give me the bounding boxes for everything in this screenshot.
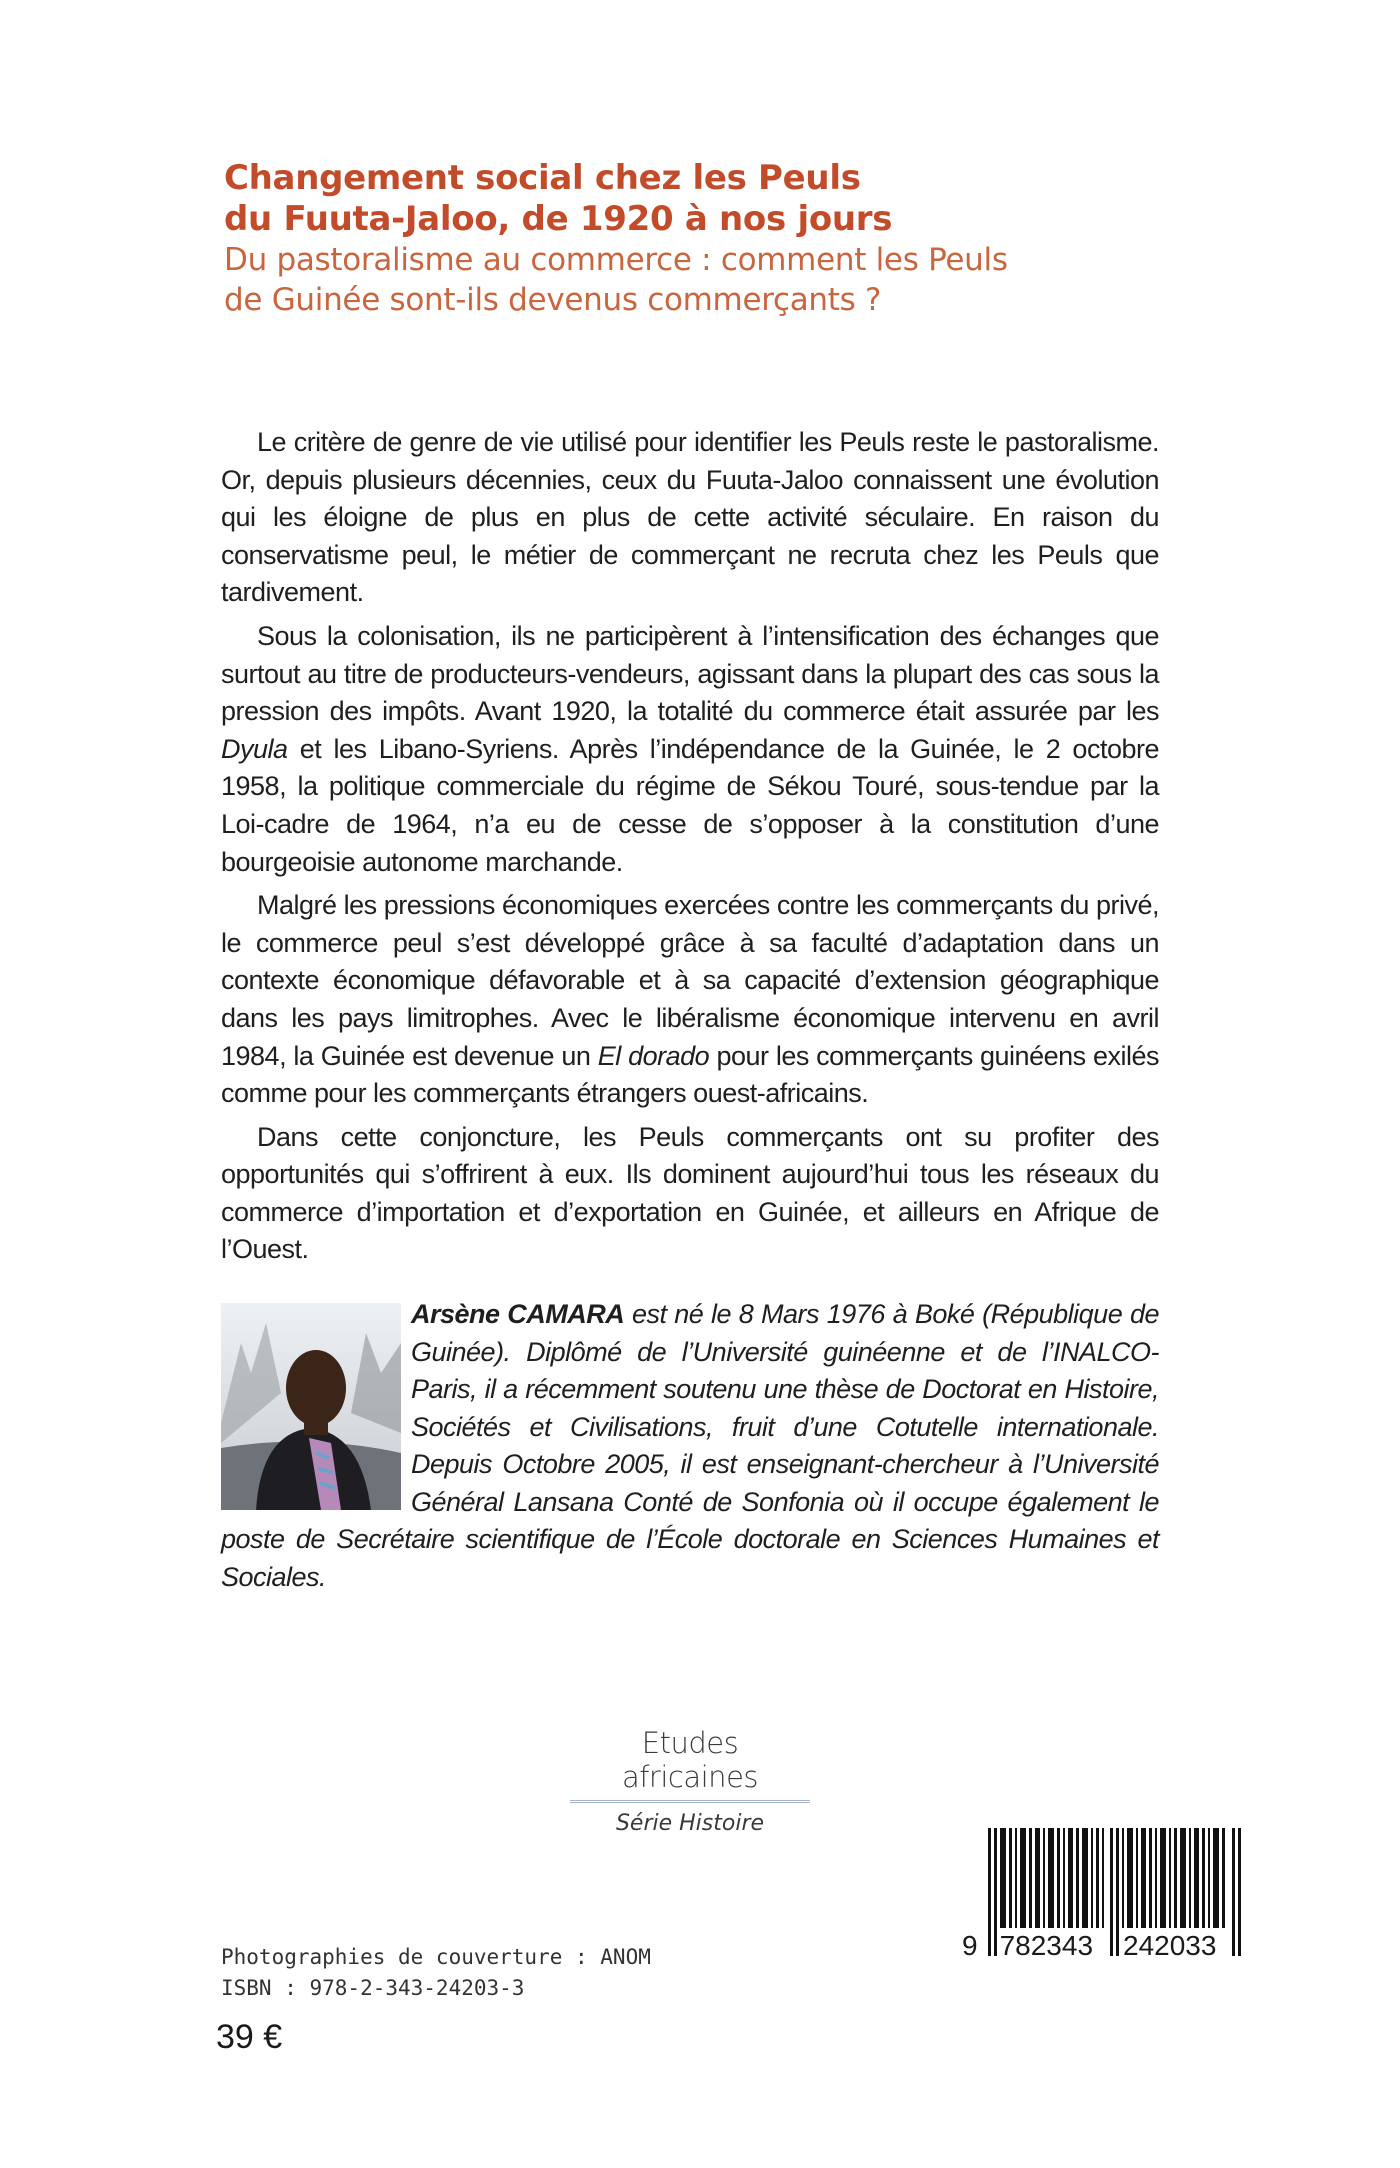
credits	[221, 1942, 651, 2004]
barcode-digit-group: 782343	[999, 1930, 1094, 1961]
isbn: ISBN : 978-2-343-24203-3	[221, 1976, 525, 2000]
blurb-paragraph: Malgré les pressions économiques exercées contre les commerçants du privé, le commerce peul s’est développé grâce à sa faculté d’adaptation dans un contexte économique défavorable et à sa capacité d’extension géographique dans les pays limitrophes. Avec le libéralisme économique intervenu en avril 1984, la Guinée est devenue un El dorado pour les commerçants guinéens exilés comme pour les commerçants étrangers ouest-africains.	[221, 890, 1159, 1109]
blurb-paragraph: Dans cette conjoncture, les Peuls commerçants ont su profiter des opportunités qui s’offrirent à eux. Ils dominent aujourd’hui tous les réseaux du commerce d’importation et d’exportation en Guinée, et ailleurs en Afrique de l’Ouest.	[221, 1121, 1159, 1265]
series-logo	[570, 1726, 810, 1836]
barcode-digits	[962, 1930, 1262, 1962]
blurb	[221, 424, 1159, 1275]
series-subtitle: Série Histoire	[615, 1811, 765, 1836]
barcode-digit-group: 9	[962, 1930, 978, 1961]
photo-credit: Photographies de couverture : ANOM	[221, 1945, 651, 1969]
book-subtitle	[224, 240, 1224, 320]
barcode-digit-group: 242033	[1123, 1930, 1217, 1961]
price: 39 €	[216, 2018, 283, 2056]
author-bio-text: est né le 8 Mars 1976 à Boké (République de Guinée). Diplômé de l’Université guinéenne et de l’INALCO-Paris, il a récemment soutenu une thèse de Doctorat en Histoire, Sociétés et Civilisations, fruit d’une Cotutelle internationale. Depuis Octobre 2005, il est enseignant-chercheur à l’Université Général Lansana Conté de Sonfonia où il occupe également le poste de Secrétaire scientifique de l’École doctorale en Sciences Humaines et Sociales.	[221, 1299, 1159, 1592]
series-name: Etudes africaines	[570, 1726, 810, 1803]
blurb-paragraph: Le critère de genre de vie utilisé pour identifier les Peuls reste le pastoralisme. Or, depuis plusieurs décennies, ceux du Fuuta-Jaloo connaissent une évolution qui les éloigne de plus en plus de cette activité séculaire. En raison du conservatisme peul, le métier de commerçant ne recruta chez les Peuls que tardivement.	[221, 427, 1159, 608]
title-line: Changement social chez les Peuls	[224, 158, 861, 198]
author-bio	[221, 1296, 1159, 1596]
blurb-paragraph: Sous la colonisation, ils ne participèrent à l’intensification des échanges que surtout au titre de producteurs-vendeurs, agissant dans la plupart des cas sous la pression des impôts. Avant 1920, la totalité du commerce était assurée par les Dyula et les Libano-Syriens. Après l’indépendance de la Guinée, le 2 octobre 1958, la politique commerciale du régime de Sékou Touré, sous-tendue par la Loi-cadre de 1964, n’a eu de cesse de s’opposer à la constitution d’une bourgeoisie autonome marchande.	[221, 620, 1159, 877]
book-title	[224, 158, 1224, 240]
subtitle-line: Du pastoralisme au commerce : comment les Peuls	[224, 242, 1008, 278]
title-line: du Fuuta-Jaloo, de 1920 à nos jours	[224, 199, 893, 239]
author-name: Arsène CAMARA	[411, 1299, 625, 1329]
subtitle-line: de Guinée sont-ils devenus commerçants ?	[224, 282, 882, 318]
